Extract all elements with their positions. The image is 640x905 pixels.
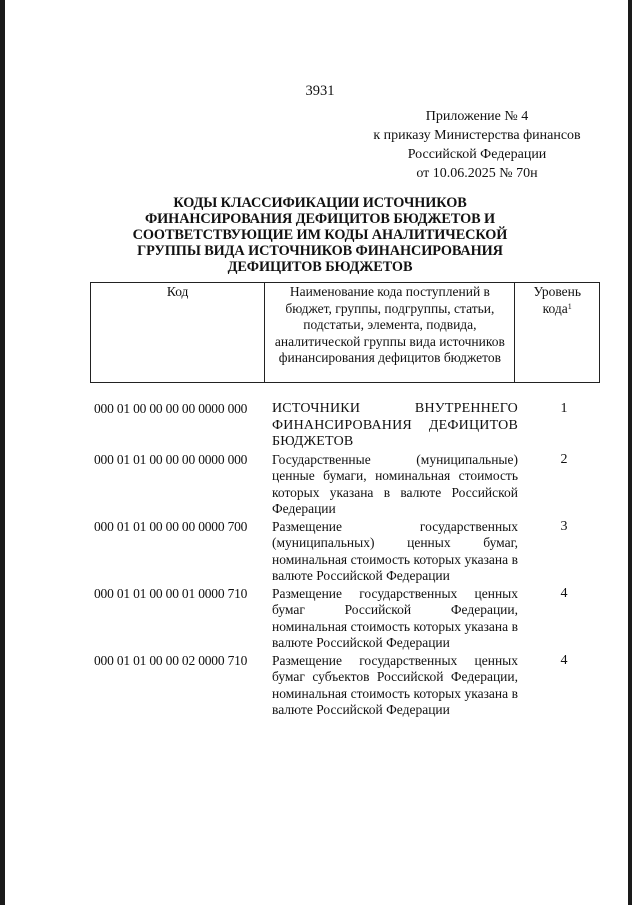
scan-border-left	[0, 0, 5, 905]
header-code: Код	[91, 283, 265, 383]
page-number: 3931	[305, 83, 335, 99]
row-level: 3	[560, 518, 568, 534]
appendix-line: от 10.06.2025 № 70н	[416, 166, 538, 181]
table-header	[90, 282, 600, 383]
footnote-marker: 1	[567, 301, 572, 311]
header-name: Наименование кода поступлений в бюджет, группы, подгруппы, статьи, подстатьи, элемента, подвида, аналитической группы вида источников финансирования дефицитов бюджетов	[265, 283, 515, 383]
row-code: 000 01 01 00 00 01 0000 710	[94, 585, 248, 601]
appendix-line: Приложение № 4	[425, 109, 529, 124]
table-row	[94, 452, 606, 518]
scan-border-right	[628, 0, 632, 905]
row-name: Размещение государственных (муниципальных) ценных бумаг, номинальная стоимость которых указана в валюте Российской Федерации	[272, 518, 518, 583]
table-row	[94, 653, 606, 719]
row-code: 000 01 01 00 00 00 0000 700	[94, 518, 248, 534]
header-level-label: Уровень кода	[533, 284, 581, 316]
row-level: 4	[560, 652, 568, 668]
row-code: 000 01 01 00 00 00 0000 000	[94, 451, 248, 467]
table-row	[94, 586, 606, 652]
code-list	[94, 401, 606, 719]
appendix-line: Российской Федерации	[407, 147, 547, 162]
row-name: ИСТОЧНИКИ ВНУТРЕННЕГО ФИНАНСИРОВАНИЯ ДЕФИЦИТОВ БЮДЖЕТОВ	[272, 401, 518, 449]
row-code: 000 01 00 00 00 00 0000 000	[94, 401, 248, 416]
row-name: Государственные (муниципальные) ценные бумаги, номинальная стоимость которых указана в валюте Российской Федерации	[272, 451, 518, 516]
document-title: КОДЫ КЛАССИФИКАЦИИ ИСТОЧНИКОВ ФИНАНСИРОВАНИЯ ДЕФИЦИТОВ БЮДЖЕТОВ И СООТВЕТСТВУЮЩИЕ ИМ КОДЫ АНАЛИТИЧЕСКОЙ ГРУППЫ ВИДА ИСТОЧНИКОВ ФИНАНСИРОВАНИЯ ДЕФИЦИТОВ БЮДЖЕТОВ	[132, 195, 508, 275]
row-level: 2	[560, 451, 568, 467]
row-level: 1	[560, 401, 568, 416]
appendix-block	[352, 107, 602, 183]
appendix-line: к приказу Министерства финансов	[373, 128, 581, 143]
header-level	[515, 283, 600, 383]
row-name: Размещение государственных ценных бумаг Российской Федерации, номинальная стоимость которых указана в валюте Российской Федерации	[272, 585, 518, 650]
table-row	[94, 519, 606, 585]
row-level: 4	[560, 585, 568, 601]
row-code: 000 01 01 00 00 02 0000 710	[94, 652, 248, 668]
table-row	[94, 401, 606, 451]
row-name: Размещение государственных ценных бумаг субъектов Российской Федерации, номинальная стоимость которых указана в валюте Российской Федерации	[272, 652, 518, 717]
